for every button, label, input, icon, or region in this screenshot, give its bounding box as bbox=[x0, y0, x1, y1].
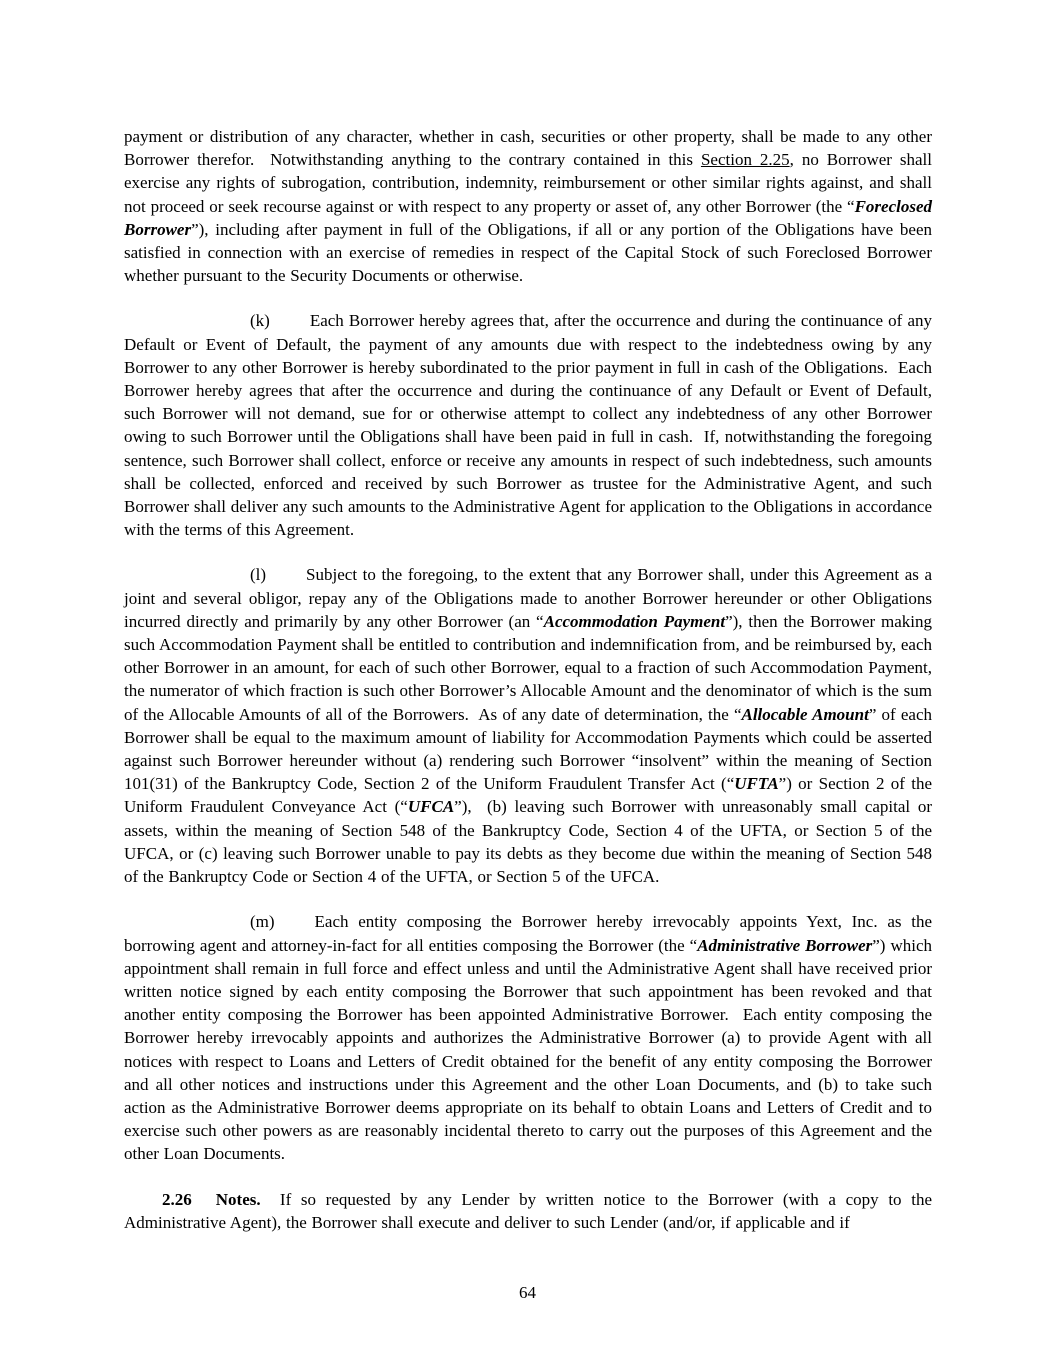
text-segment-normal: ”), then the Borrower making such Accommodation Payment shall be entitled to contribution and indemnification from, and be reimbursed by, each other Borrower in an amount, for each of such other Borrower, equal to a fraction of such Accommodation Payment, the numerator of which fraction is such other Borrower’s Allocable Amount and the denominator of which is the sum of the Allocable Amounts of all of the Borrowers. As of any date of determination, the “ bbox=[124, 611, 932, 724]
text-segment-normal: Each entity composing the Borrower hereby irrevocably appoints Yext, Inc. as the borrowing agent and attorney-in-fact for all entities composing the Borrower (the “ bbox=[124, 912, 932, 955]
paragraph-k bbox=[124, 309, 932, 541]
paragraph-m bbox=[124, 910, 932, 1165]
text-segment-bolditalic: UFTA bbox=[734, 774, 779, 794]
text-segment-bolditalic: Accommodation Payment bbox=[543, 611, 726, 631]
text-segment-bold: Notes. bbox=[215, 1189, 261, 1209]
text-segment-normal: ”) or Section 2 of the Uniform Fraudulent Conveyance Act (“ bbox=[124, 774, 932, 817]
text-segment-normal: If so requested by any Lender by written notice to the Borrower (with a copy to the Administrative Agent), the Borrower shall execute and deliver to such Lender (and/or, if applicable and if bbox=[124, 1189, 932, 1232]
text-segment-normal: (k) bbox=[250, 311, 270, 331]
text-segment-normal: (m) bbox=[250, 912, 275, 932]
text-segment-normal: payment or distribution of any character, whether in cash, securities or other property, shall be made to any other Borrower therefor. Notwithstanding anything to the contrary contained in this bbox=[124, 127, 932, 170]
text-segment-bolditalic: UFCA bbox=[407, 797, 455, 817]
paragraph-continuation bbox=[124, 125, 932, 287]
text-segment-bold: 2.26 bbox=[162, 1189, 192, 1209]
text-segment-normal: ” of each Borrower shall be equal to the maximum amount of liability for Accommodation Payments which could be asserted against such Borrower hereunder without (a) rendering such Borrower “insolvent” within the meaning of Section 101(31) of the Bankruptcy Code, Section 2 of the Uniform Fraudulent Transfer Act (“ bbox=[124, 704, 932, 794]
text-segment-normal: ”), including after payment in full of the Obligations, if all or any portion of the Obligations have been satisfied in connection with an exercise of remedies in respect of the Capital Stock of such Foreclosed Borrower whether pursuant to the Security Documents or otherwise. bbox=[124, 219, 932, 286]
text-segment-bolditalic: Allocable Amount bbox=[741, 704, 869, 724]
text-segment-bolditalic: Foreclosed Borrower bbox=[124, 196, 932, 239]
paragraph-l bbox=[124, 563, 932, 888]
text-segment-underline: Section 2.25 bbox=[700, 150, 790, 170]
text-segment-normal: , no Borrower shall exercise any rights of subrogation, contribution, indemnity, reimbursement or other similar rights against, and shall not proceed or seek recourse against or with respect to any property or asset of, any other Borrower (the “ bbox=[124, 150, 932, 216]
text-segment-normal: (l) bbox=[250, 565, 267, 585]
text-segment-normal: ”) which appointment shall remain in full force and effect unless and until the Administrative Agent shall have received prior written notice signed by each entity composing the Borrower that such appointment has been revoked and that another entity composing the Borrower has been appointed Administrative Borrower. Each entity composing the Borrower hereby irrevocably appoints and authorizes the Administrative Borrower (a) to provide Agent with all notices with respect to Loans and Letters of Credit obtained for the benefit of any entity composing the Borrower and all other notices and instructions under this Agreement and the other Loan Documents, and (b) to take such action as the Administrative Borrower deems appropriate on its behalf to obtain Loans and Letters of Credit and to exercise such other powers as are reasonably incidental thereto to carry out the purposes of this Agreement and the other Loan Documents. bbox=[124, 935, 932, 1164]
text-segment-normal: Each Borrower hereby agrees that, after the occurrence and during the continuance of any Default or Event of Default, the payment of any amounts due with respect to the indebtedness owing by any Borrower to any other Borrower is hereby subordinated to the prior payment in full in cash of the Obligations. Each Borrower hereby agrees that after the occurrence and during the continuance of any Default or Event of Default, such Borrower will not demand, sue for or otherwise attempt to collect any indebtedness of any other Borrower owing to such Borrower until the Obligations shall have been paid in full in cash. If, notwithstanding the foregoing sentence, such Borrower shall collect, enforce or receive any amounts in respect of such indebtedness, such amounts shall be collected, enforced and received by such Borrower as trustee for the Administrative Agent, and such Borrower shall deliver any such amounts to the Administrative Agent for application to the Obligations in accordance with the terms of this Agreement. bbox=[124, 311, 932, 540]
text-segment-normal: ”), (b) leaving such Borrower with unreasonably small capital or assets, within the meaning of Section 548 of the Bankruptcy Code, Section 4 of the UFTA, or Section 5 of the UFCA, or (c) leaving such Borrower unable to pay its debts as they become due within the meaning of Section 548 of the Bankruptcy Code or Section 4 of the UFTA, or Section 5 of the UFCA. bbox=[124, 797, 932, 887]
paragraph-section-2-26 bbox=[124, 1188, 932, 1234]
page-body bbox=[124, 125, 932, 1256]
page-number: 64 bbox=[519, 1283, 536, 1302]
text-segment-bolditalic: Administrative Borrower bbox=[697, 935, 873, 955]
text-segment-normal: Subject to the foregoing, to the extent that any Borrower shall, under this Agreement as a joint and several obligor, repay any of the Obligations made to another Borrower hereunder or other Obligations incurred directly and primarily by any other Borrower (an “ bbox=[124, 565, 932, 631]
